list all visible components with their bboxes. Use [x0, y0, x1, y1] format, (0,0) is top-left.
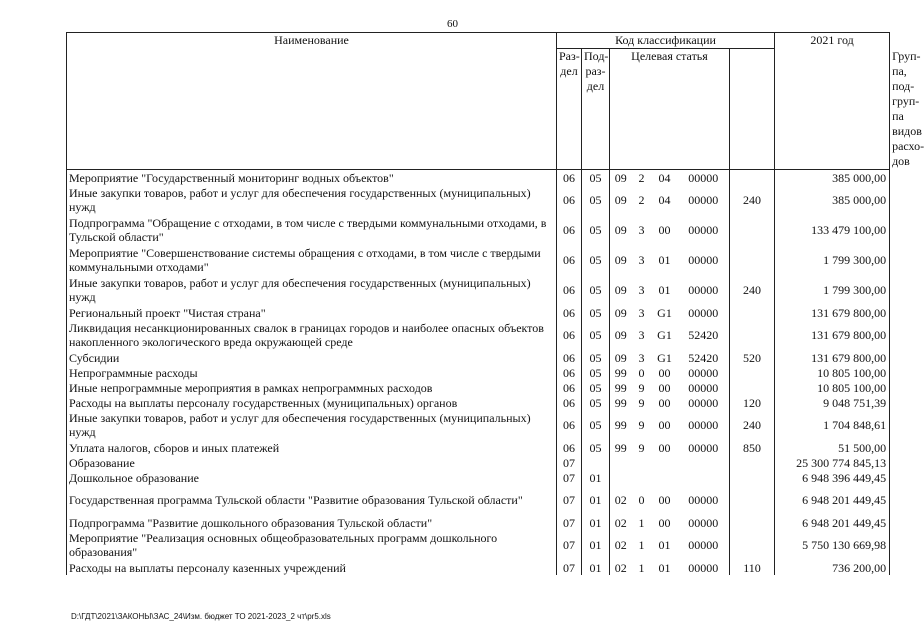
- table-row: [67, 350, 890, 365]
- row-name: Подпрограмма "Развитие дошкольного образования Тульской области": [67, 515, 557, 530]
- row-target-event: [652, 455, 678, 470]
- row-target-direction: 00000: [678, 380, 730, 395]
- row-target-subprogram: 0: [638, 493, 645, 507]
- row-name: Уплата налогов, сборов и иных платежей: [67, 440, 557, 455]
- row-expense-type: [730, 380, 775, 395]
- table-row: [67, 410, 890, 440]
- row-target-program: 09: [614, 305, 627, 320]
- row-podrazdel: 05: [582, 320, 610, 350]
- row-amount: 131 679 800,00: [775, 350, 890, 365]
- row-name: Мероприятие "Государственный мониторинг водных объектов": [67, 170, 557, 186]
- row-razdel: 07: [557, 455, 582, 470]
- row-target-direction: 00000: [678, 275, 730, 305]
- row-target-program: 02: [614, 493, 627, 507]
- header-name: Наименование: [67, 33, 557, 170]
- row-razdel: 06: [557, 320, 582, 350]
- row-amount: 6 948 396 449,45: [775, 470, 890, 485]
- row-podrazdel: 05: [582, 185, 610, 215]
- row-podrazdel: 05: [582, 170, 610, 186]
- row-expense-type: [730, 530, 775, 560]
- header-code-group: Код классификации: [557, 33, 775, 49]
- table-row: [67, 395, 890, 410]
- row-target-direction: 00000: [678, 560, 730, 575]
- row-target-event: G1: [657, 328, 672, 342]
- row-razdel: 06: [557, 410, 582, 440]
- row-amount: 25 300 774 845,13: [775, 455, 890, 470]
- header-year: 2021 год: [775, 33, 890, 170]
- row-expense-type: [730, 320, 775, 350]
- row-expense-type: 850: [730, 440, 775, 455]
- table-row: [67, 305, 890, 320]
- row-target-program: 09: [614, 283, 627, 297]
- row-target-program: 99: [614, 440, 627, 455]
- row-target-subprogram: 1: [638, 538, 645, 552]
- row-podrazdel: 05: [582, 410, 610, 440]
- row-target-program: 02: [614, 515, 627, 530]
- row-target-event: [652, 470, 678, 485]
- table-row: [67, 245, 890, 275]
- row-target-program: [610, 470, 632, 485]
- row-target-subprogram: 3: [638, 283, 645, 297]
- row-target-event: 01: [658, 538, 671, 552]
- row-target-subprogram: 0: [638, 365, 645, 380]
- table-row: [67, 440, 890, 455]
- row-target-program: 09: [614, 170, 627, 185]
- row-target-subprogram: 2: [638, 170, 645, 185]
- page-number: 60: [447, 18, 458, 30]
- row-name: Подпрограмма "Обращение с отходами, в том числе с твердыми коммунальными отходами, в Тульской области": [67, 215, 557, 245]
- table-row: [67, 275, 890, 305]
- row-name: Государственная программа Тульской области "Развитие образования Тульской области": [67, 485, 557, 515]
- row-target-program: 02: [614, 560, 627, 575]
- row-name: Субсидии: [67, 350, 557, 365]
- row-target-program: 02: [614, 538, 627, 552]
- row-target-subprogram: 2: [638, 193, 645, 207]
- row-target-direction: [678, 455, 730, 470]
- row-target-direction: 00000: [678, 170, 730, 186]
- row-target-subprogram: 3: [638, 328, 645, 342]
- row-name: Мероприятие "Совершенствование системы обращения с отходами, в том числе с твердыми коммунальными отходами": [67, 245, 557, 275]
- row-podrazdel: 01: [582, 530, 610, 560]
- row-razdel: 06: [557, 395, 582, 410]
- row-target-subprogram: [632, 470, 652, 485]
- row-amount: 1 799 300,00: [775, 245, 890, 275]
- row-amount: 133 479 100,00: [775, 215, 890, 245]
- row-target-event: 00: [658, 380, 671, 395]
- row-podrazdel: 01: [582, 470, 610, 485]
- row-target-event: 00: [658, 440, 671, 455]
- row-target-program: 99: [614, 365, 627, 380]
- row-razdel: 07: [557, 485, 582, 515]
- row-name: Иные непрограммные мероприятия в рамках непрограммных расходов: [67, 380, 557, 395]
- row-target-subprogram: 1: [638, 560, 645, 575]
- row-podrazdel: 01: [582, 560, 610, 575]
- row-amount: 9 048 751,39: [775, 395, 890, 410]
- row-podrazdel: 05: [582, 245, 610, 275]
- row-target-direction: 00000: [678, 485, 730, 515]
- row-target-direction: 00000: [678, 530, 730, 560]
- row-target-program: 09: [614, 328, 627, 342]
- budget-table: Наименование Код классификации 2021 год Раз- дел Под- раз- дел Целевая статья Груп- па, под- груп- па видов расхо- дов Мероприятие "Государственный мониторинг водных объектов" 06 05 09 2 04 00000 385 000,00 Иные закупки товаров, работ и услуг для обеспечения государственных (муниципальных) нужд 06 05 09 2 04 00000 240 385 000,00 Подпрограмма "Обращение с отходами, в том числе с твердыми коммунальными отходами, в Тульской области" 06 05 09 3 00 00000 133 479 100,00 Мероприятие "Совершенствование системы обращения с отходами, в том числе с твердыми коммунальными отходами" 06 05 09 3 01 00000 1 799 300,00 Иные закупки товаров, работ и услуг для обеспечения государственных (муниципальных) нужд 06 05 09 3 01 00000 240 1 799 300,00 Региональный проект "Чистая страна" 06 05 09 3 G1 00000 131 679 800,00 Ликвидация несанкционированных свалок в границах городов и наиболее опасных объектов накопленного экологического вреда окружающей среде 06 05 09 3 G1 52420 131 679 800,00 Субсидии 06 05 09 3 G1 52420 520 131 679 800,00 Непрограммные расходы 06 05 99 0 00 00000 10 805 100,00 Иные непрограммные мероприятия в рамках непрограммных расходов 06 05 99 9 00 00000 10 805 100,00 Расходы на выплаты персоналу государственных (муниципальных) органов 06 05 99 9 00 00000 120 9 048 751,39 Иные закупки товаров, работ и услуг для обеспечения государственных (муниципальных) нужд 06 05 99 9 00 00000 240 1 704 848,61 Уплата налогов, сборов и иных платежей 06 05 99 9 00 00000 850 51 500,00 Образование 07 25 300 774 845,13 Дошкольное образование 07 01 6 948 396 449,45 Государственная программа Тульской области "Развитие образования Тульской области" 07 01 02 0 00 00000 6 948 201 449,45 Подпрограмма "Развитие дошкольного образования Тульской области" 07 01 02 1 00 00000 6 948 201 449,45 Мероприятие "Реализация основных общеобразовательных программ дошкольного образования" 07 01 02 1 01 00000 5 750 130 669,98 Расходы на выплаты персоналу казенных учреждений 07 01 02 1 01 00000 110 736 200,00: [66, 32, 890, 575]
- row-expense-type: [730, 245, 775, 275]
- header-target: Целевая статья: [610, 49, 730, 170]
- row-podrazdel: 05: [582, 305, 610, 320]
- row-amount: 51 500,00: [775, 440, 890, 455]
- row-podrazdel: 01: [582, 485, 610, 515]
- row-razdel: 07: [557, 470, 582, 485]
- row-name: Мероприятие "Реализация основных общеобразовательных программ дошкольного образования": [67, 530, 557, 560]
- header-podrazdel: Под- раз- дел: [582, 49, 610, 170]
- row-podrazdel: [582, 455, 610, 470]
- row-amount: 10 805 100,00: [775, 365, 890, 380]
- row-target-event: 00: [658, 418, 671, 432]
- row-amount: 131 679 800,00: [775, 320, 890, 350]
- table-row: [67, 485, 890, 515]
- row-target-subprogram: 1: [638, 515, 645, 530]
- row-expense-type: [730, 305, 775, 320]
- row-target-direction: 00000: [678, 215, 730, 245]
- row-razdel: 06: [557, 305, 582, 320]
- row-razdel: 06: [557, 185, 582, 215]
- row-name: Непрограммные расходы: [67, 365, 557, 380]
- row-expense-type: [730, 365, 775, 380]
- row-expense-type: 520: [730, 350, 775, 365]
- row-target-direction: 00000: [678, 410, 730, 440]
- row-target-program: 09: [614, 253, 627, 267]
- row-razdel: 06: [557, 440, 582, 455]
- table-row: [67, 320, 890, 350]
- row-target-direction: 00000: [678, 305, 730, 320]
- row-target-event: 01: [658, 253, 671, 267]
- row-name: Образование: [67, 455, 557, 470]
- row-target-event: 01: [658, 560, 671, 575]
- row-name: Иные закупки товаров, работ и услуг для обеспечения государственных (муниципальных) нужд: [67, 185, 557, 215]
- row-target-event: 00: [658, 365, 671, 380]
- row-amount: 385 000,00: [775, 170, 890, 186]
- table-row: [67, 215, 890, 245]
- row-name: Иные закупки товаров, работ и услуг для обеспечения государственных (муниципальных) нужд: [67, 410, 557, 440]
- table-row: [67, 530, 890, 560]
- table-row: [67, 170, 890, 186]
- row-podrazdel: 05: [582, 380, 610, 395]
- row-target-event: 01: [658, 283, 671, 297]
- row-target-subprogram: [632, 455, 652, 470]
- row-target-program: 09: [614, 350, 627, 365]
- row-podrazdel: 05: [582, 275, 610, 305]
- row-amount: 6 948 201 449,45: [775, 515, 890, 530]
- row-amount: 736 200,00: [775, 560, 890, 575]
- table-row: [67, 515, 890, 530]
- row-amount: 10 805 100,00: [775, 380, 890, 395]
- row-expense-type: 240: [730, 185, 775, 215]
- row-razdel: 06: [557, 170, 582, 186]
- row-amount: 131 679 800,00: [775, 305, 890, 320]
- header-target-spacer: [730, 49, 775, 170]
- table-row: [67, 365, 890, 380]
- row-target-event: 04: [658, 193, 671, 207]
- table-row: [67, 380, 890, 395]
- row-name: Иные закупки товаров, работ и услуг для обеспечения государственных (муниципальных) нужд: [67, 275, 557, 305]
- row-amount: 1 704 848,61: [775, 410, 890, 440]
- row-target-subprogram: 9: [638, 418, 645, 432]
- footer-file-path: D:\ГДТ\2021\ЗАКОНЫ\ЗАС_24\Изм. бюджет ТО 2021-2023_2 чт\pr5.xls: [71, 612, 331, 621]
- row-expense-type: 240: [730, 275, 775, 305]
- row-target-direction: 00000: [678, 440, 730, 455]
- row-razdel: 07: [557, 515, 582, 530]
- row-razdel: 07: [557, 560, 582, 575]
- row-target-program: 99: [614, 380, 627, 395]
- row-target-program: 09: [614, 223, 627, 237]
- table-body: [67, 170, 890, 576]
- row-target-event: 00: [658, 493, 671, 507]
- row-expense-type: 240: [730, 410, 775, 440]
- row-razdel: 06: [557, 380, 582, 395]
- row-target-event: 04: [658, 170, 671, 185]
- row-podrazdel: 05: [582, 215, 610, 245]
- row-expense-type: 110: [730, 560, 775, 575]
- row-expense-type: 120: [730, 395, 775, 410]
- row-target-direction: 52420: [678, 350, 730, 365]
- row-podrazdel: 05: [582, 395, 610, 410]
- row-razdel: 06: [557, 275, 582, 305]
- row-razdel: 06: [557, 350, 582, 365]
- row-expense-type: [730, 485, 775, 515]
- row-expense-type: [730, 515, 775, 530]
- row-target-direction: 00000: [678, 395, 730, 410]
- row-target-event: G1: [657, 305, 672, 320]
- table-row: [67, 185, 890, 215]
- row-amount: 5 750 130 669,98: [775, 530, 890, 560]
- row-name: Региональный проект "Чистая страна": [67, 305, 557, 320]
- row-target-direction: 00000: [678, 245, 730, 275]
- row-name: Дошкольное образование: [67, 470, 557, 485]
- row-target-direction: 00000: [678, 185, 730, 215]
- row-expense-type: [730, 170, 775, 186]
- row-razdel: 06: [557, 365, 582, 380]
- row-target-subprogram: 3: [638, 223, 645, 237]
- row-target-subprogram: 9: [638, 380, 645, 395]
- row-razdel: 06: [557, 245, 582, 275]
- row-amount: 385 000,00: [775, 185, 890, 215]
- row-target-subprogram: 3: [638, 305, 645, 320]
- row-target-event: 00: [658, 223, 671, 237]
- row-target-subprogram: 3: [638, 350, 645, 365]
- row-name: Расходы на выплаты персоналу казенных учреждений: [67, 560, 557, 575]
- header-razdel: Раз- дел: [557, 49, 582, 170]
- row-expense-type: [730, 215, 775, 245]
- row-podrazdel: 05: [582, 365, 610, 380]
- row-name: Ликвидация несанкционированных свалок в границах городов и наиболее опасных объектов накопленного экологического вреда окружающей среде: [67, 320, 557, 350]
- row-razdel: 07: [557, 530, 582, 560]
- table-row: [67, 560, 890, 575]
- row-amount: 6 948 201 449,45: [775, 485, 890, 515]
- row-expense-type: [730, 470, 775, 485]
- row-podrazdel: 05: [582, 440, 610, 455]
- row-target-direction: 00000: [678, 515, 730, 530]
- row-razdel: 06: [557, 215, 582, 245]
- row-target-direction: 52420: [678, 320, 730, 350]
- row-target-program: [610, 455, 632, 470]
- row-amount: 1 799 300,00: [775, 275, 890, 305]
- row-target-program: 09: [614, 193, 627, 207]
- row-target-program: 99: [614, 418, 627, 432]
- row-target-event: 00: [658, 395, 671, 410]
- row-podrazdel: 05: [582, 350, 610, 365]
- row-target-program: 99: [614, 395, 627, 410]
- table-row: [67, 455, 890, 470]
- row-target-subprogram: 3: [638, 253, 645, 267]
- table-row: [67, 470, 890, 485]
- row-podrazdel: 01: [582, 515, 610, 530]
- row-target-event: 00: [658, 515, 671, 530]
- row-target-subprogram: 9: [638, 395, 645, 410]
- row-expense-type: [730, 455, 775, 470]
- row-target-event: G1: [657, 350, 672, 365]
- row-target-direction: 00000: [678, 365, 730, 380]
- row-target-direction: [678, 470, 730, 485]
- row-target-subprogram: 9: [638, 440, 645, 455]
- row-name: Расходы на выплаты персоналу государственных (муниципальных) органов: [67, 395, 557, 410]
